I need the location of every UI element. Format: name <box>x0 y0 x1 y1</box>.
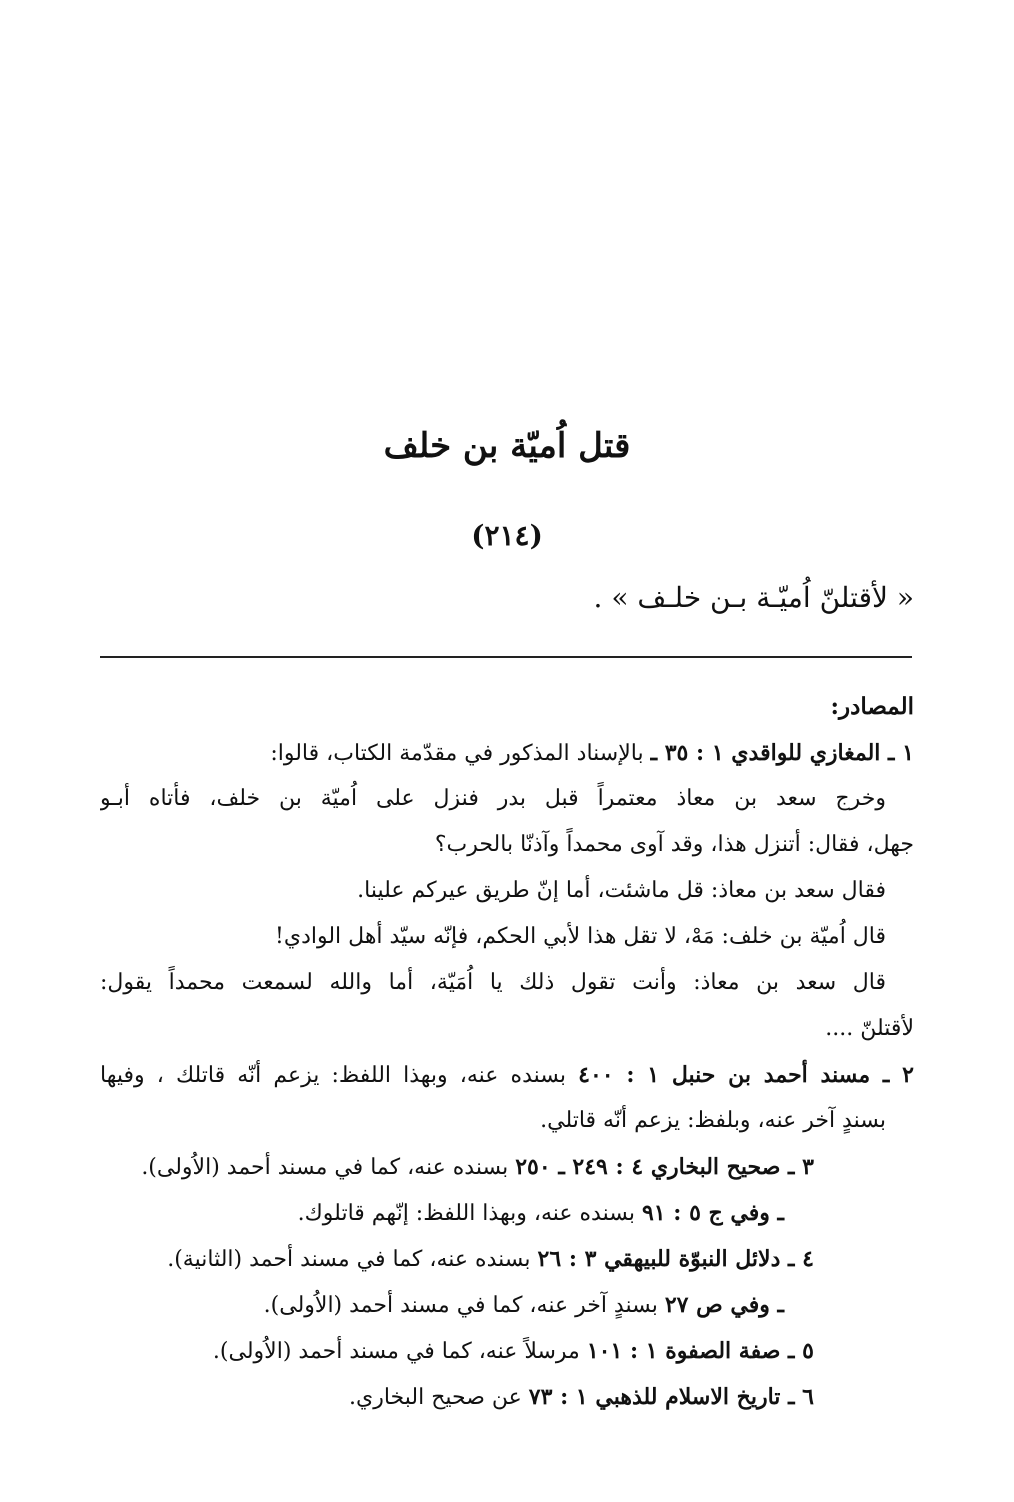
source-3-sub-label: ـ وفي ج ٥ : ٩١ <box>641 1200 784 1226</box>
source-3 <box>100 1144 914 1190</box>
source-1-line-6: قال سعد بن معاذ: وأنت تقول ذلك يا اُمَيّة، أما والله لسمعت محمداً يقول: <box>100 970 886 995</box>
source-6-text: عن صحيح البخاري. <box>349 1385 529 1410</box>
source-1-text: بالإسناد المذكور في مقدّمة الكتاب، قالوا: <box>270 741 651 766</box>
source-1-line-4: فقال سعد بن معاذ: قل ماشئت، أما إنّ طريق عيركم علينا. <box>357 878 886 903</box>
sources-section <box>100 684 914 1420</box>
source-4-label: ٤ ـ دلائل النبوّة للبيهقي ٣ : ٢٦ <box>537 1246 814 1272</box>
source-3-sub <box>100 1190 914 1236</box>
source-4-text: بسنده عنه، كما في مسند أحمد (الثانية). <box>167 1247 538 1272</box>
source-1-line-3: جهل، فقال: أتنزل هذا، وقد آوى محمداً وآذنّا بالحرب؟ <box>434 832 914 857</box>
source-2-text: بسنده عنه، وبهذا اللفظ: يزعم أنّه قاتلك ، وفيها <box>100 1063 579 1088</box>
hadith-number: (٢١٤) <box>471 519 543 552</box>
source-2-line-2: بسندٍ آخر عنه، وبلفظ: يزعم أنّه قاتلي. <box>540 1108 886 1133</box>
source-4-sub <box>100 1282 914 1328</box>
source-1-label: ١ ـ المغازي للواقدي ١ : ٣٥ ـ <box>650 740 914 766</box>
footnote-divider <box>100 656 912 658</box>
hadith-quote: « لأقتلنّ اُميّـة بـن خلـف » . <box>593 581 914 614</box>
source-5 <box>100 1328 914 1374</box>
source-1-line-5: قال اُميّة بن خلف: مَهْ، لا تقل هذا لأبي الحكم، فإنّه سيّد أهل الوادي! <box>275 924 886 949</box>
source-1-line-7: لأقتلنّ .... <box>825 1016 914 1041</box>
source-3-label: ٣ ـ صحيح البخاري ٤ : ٢٤٩ ـ ٢٥٠ <box>515 1154 814 1180</box>
sources-heading: المصادر: <box>830 693 914 720</box>
source-1 <box>100 730 914 776</box>
source-4-sub-text: بسندٍ آخر عنه، كما في مسند أحمد (الاُولى). <box>263 1293 665 1318</box>
source-2-label: ٢ ـ مسند أحمد بن حنبل ١ : ٤٠٠ <box>578 1062 914 1088</box>
source-5-text: مرسلاً عنه، كما في مسند أحمد (الاُولى). <box>212 1339 587 1364</box>
source-3-sub-text: بسنده عنه، وبهذا اللفظ: إنّهم قاتلوك. <box>297 1201 642 1226</box>
source-3-text: بسنده عنه، كما في مسند أحمد (الاُولى). <box>141 1155 516 1180</box>
source-1-line-2: وخرج سعد بن معاذ معتمراً قبل بدر فنزل على اُميّة بن خلف، فأتاه أبـو <box>100 786 886 811</box>
source-4 <box>100 1236 914 1282</box>
page-title: قتل اُميّة بن خلف <box>383 426 631 466</box>
source-2 <box>100 1052 914 1098</box>
source-6-label: ٦ ـ تاريخ الاسلام للذهبي ١ : ٧٣ <box>528 1384 814 1410</box>
source-4-sub-label: ـ وفي ص ٢٧ <box>664 1292 784 1318</box>
source-6 <box>100 1374 914 1420</box>
source-5-label: ٥ ـ صفة الصفوة ١ : ١٠١ <box>586 1338 814 1364</box>
